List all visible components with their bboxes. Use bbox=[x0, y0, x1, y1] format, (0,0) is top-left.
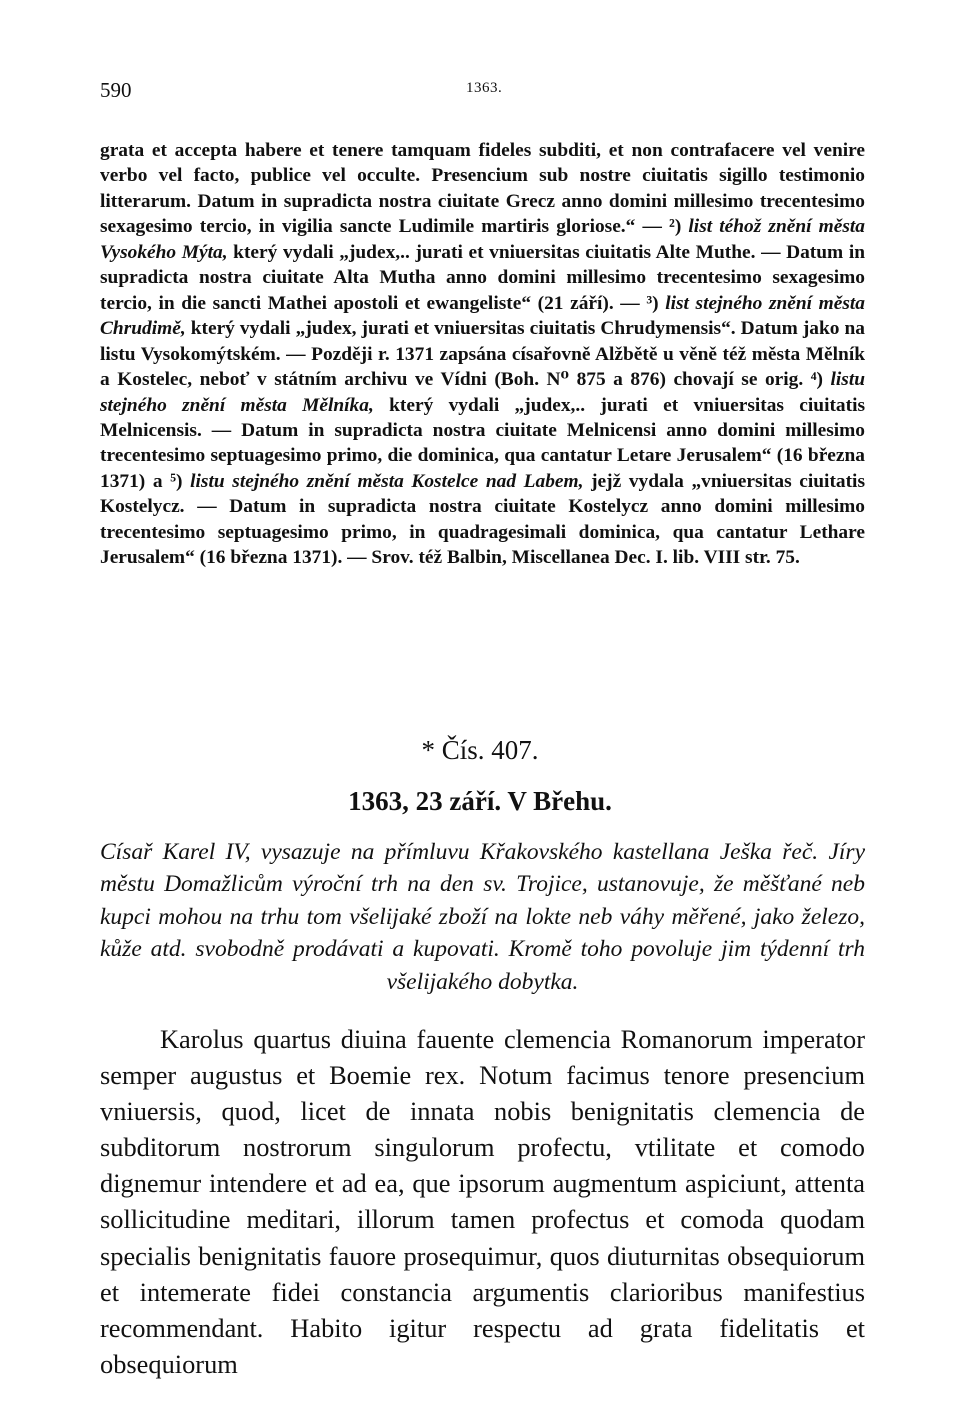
charter-block bbox=[100, 1021, 865, 1382]
note-text: který vydali „judex,.. jurati et vniuersitas ciuitatis Melnicensis. — Datum in supradicta nostra ciuitate Melnicensi anno domini millesimo trecentesimo septuagesimo primo, die dominica, qua cantatur Letare Jerusalem“ (16 března 1371) a ⁵) bbox=[100, 394, 865, 492]
note-italic-text: list stejného znění města Chrudimě, bbox=[100, 292, 865, 340]
footnotes-paragraph bbox=[100, 138, 865, 571]
note-italic-text: listu stejného znění města Mělníka, bbox=[100, 369, 865, 416]
document-heading: 1363, 23 září. V Břehu. bbox=[348, 786, 612, 816]
running-title: 1363. bbox=[466, 80, 503, 96]
note-text: grata et accepta habere et tenere tamquam fideles subditi, et non contrafacere vel venire verbo vel facto, publice vel occulte. Presencium sub nostre ciuitatis sigillo testimonio litterarum. Datum in supradicta nostra ciuitate Grecz anno domini millesimo trecentesimo sexagesimo tercio, in vigilia sancte Ludimile martiris gloriose.“ — ²) bbox=[100, 140, 865, 238]
note-text: jejž vydala „vniuersitas ciuitatis Kostelycz. — Datum in supradicta nostra ciuitate Kostelycz anno domini millesimo trecentesimo septuagesimo primo, in quadragesimali dominica, qua cantatur Lethare Jerusalem“ (16 března 1371). — Srov. též Balbin, Miscellanea Dec. I. lib. VIII str. 75. bbox=[100, 470, 865, 569]
note-italic-text: listu stejného znění města Kostelce nad Labem, bbox=[190, 470, 584, 492]
note-text: který vydali „judex, jurati et vniuersitas ciuitatis Chrudymensis“. Datum jako na listu Vysokomýtském. — Později r. 1371 zapsána císařovně Alžbětě u věně též města Mělník a Kostelec, neboť v státním archivu ve Vídni (Boh. N⁰ 875 a 876) chovají se orig. ⁴) bbox=[100, 318, 865, 391]
regest-text: Císař Karel IV, vysazuje na přímluvu Křakovského kastellana Ješka řeč. Jíry městu Domažlicům výroční trh na den sv. Trojice, ustanovuje, že měšťané neb kupci mohou na trhu tom všelijaké zboží na lokte neb váhy měřené, jako železo, kůže atd. svobodně prodávati a kupovati. Kromě toho povoluje jim týdenní trh všelijakého dobytka. bbox=[100, 839, 865, 995]
regest-block bbox=[100, 836, 865, 998]
document-number: * Čís. 407. bbox=[421, 735, 539, 765]
page-number: 590 bbox=[100, 78, 132, 102]
note-text: který vydali „judex,.. jurati et vniuersitas ciuitatis Alte Muthe. — Datum in supradicta nostra ciuitate Alta Mutha anno domini millesimo trecentesimo sexagesimo tercio, in die sancti Mathei apostoli et ewangeliste“ (21 září). — ³) bbox=[100, 241, 866, 314]
charter-text: Karolus quartus diuina fauente clemencia Romanorum imperator semper augustus et Boemie rex. Notum facimus tenore presencium vniuersis, quod, licet de innata nobis benignitatis clemencia de subditorum nostrorum singulorum profectu, vtilitate et comodo dignemur intendere et ad ea, que ipsorum augmentum aspiciunt, attenta sollicitudine meditari, illorum tamen profectus et comoda quodam specialis benignitatis fauore prosequimur, quos diuturnitas obsequiorum et intemerate fidei constancia argumentis clarioribus manifestius recommendant. Habito igitur respectu ad grata fidelitatis et obsequiorum bbox=[100, 1024, 865, 1379]
footnotes-block bbox=[100, 138, 865, 571]
note-italic-text: list téhož znění města Vysokého Mýta, bbox=[100, 216, 865, 263]
